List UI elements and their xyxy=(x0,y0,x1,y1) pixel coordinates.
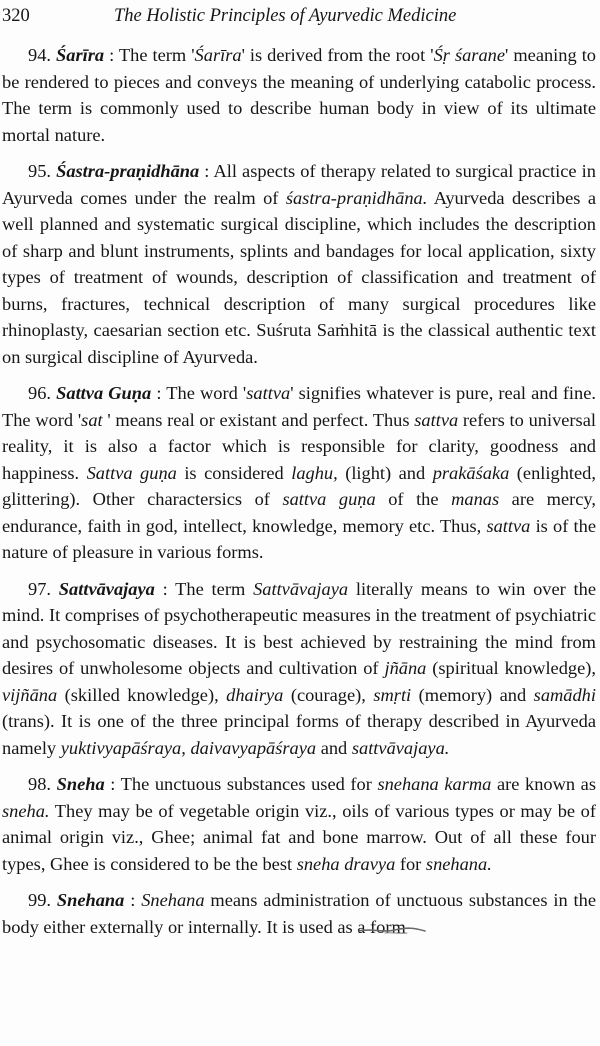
entry-term: Śarīra xyxy=(56,45,105,65)
entry-text: means administration of unctuous substances in the body either externally or internally. It is used as a form xyxy=(2,890,596,937)
glossary-entry-94 xyxy=(2,42,596,148)
entry-text: is considered xyxy=(176,462,292,483)
entry-italic-text: snehana karma xyxy=(377,774,492,794)
entry-text: of the xyxy=(375,489,452,509)
entry-term: Sattva Guṇa xyxy=(56,383,152,403)
entry-text: : The term ' xyxy=(104,45,195,65)
entry-text: : The term xyxy=(154,578,254,599)
entry-text: : All aspects of therapy related to surgical practice in Ayurveda comes under the realm of xyxy=(2,161,596,208)
entry-number: 95. xyxy=(28,161,51,181)
entry-term: Sattvāvajaya xyxy=(58,578,155,599)
entry-text: are known as xyxy=(491,774,596,794)
entry-italic-text: sattva xyxy=(414,409,459,430)
entry-italic-text: Śarīra xyxy=(194,45,242,65)
glossary-entry-99 xyxy=(2,887,596,940)
entry-italic-text: dhairya xyxy=(226,684,284,705)
glossary-entry-96 xyxy=(2,380,596,566)
entry-text: (courage), xyxy=(283,684,374,705)
pen-underline-mark xyxy=(357,922,427,936)
entry-term: Śastra-praṇidhāna xyxy=(56,161,200,181)
entry-italic-text: sneha. xyxy=(2,800,50,821)
entry-number: 97. xyxy=(28,578,51,599)
entry-italic-text: yuktivyapāśraya, daivavyapāśraya xyxy=(60,737,317,758)
entry-number: 96. xyxy=(28,383,51,403)
entry-number: 99. xyxy=(28,890,51,910)
entry-italic-text: Śṛ śarane xyxy=(433,45,506,65)
entry-italic-text: sattva guṇa xyxy=(282,489,376,509)
entry-text: are mercy, endurance, faith in god, intellect, knowledge, memory etc. Thus, xyxy=(2,489,596,536)
entry-text: They may be of vegetable origin viz., oils of various types or may be of animal origin viz., Ghee; animal fat and bone marrow. Out of all these four types, Ghee is considered to be the best xyxy=(2,800,596,874)
entry-text: ' signifies whatever is pure, real and fine. The word ' xyxy=(2,383,597,430)
entry-text: Ayurveda describes a well planned and systematic surgical discipline, which includes the description of sharp and blunt instruments, splints and bandages for local application, sixty types of treatment of wounds, description of classification and treatment of burns, fractures, technical description of many surgical procedures like rhinoplasty, caesarian section etc. Suśruta Saṁhitā is the classical authentic text on surgical discipline of Ayurveda. xyxy=(2,187,596,367)
entry-text: : The word ' xyxy=(151,383,247,403)
entry-italic-text: Snehana xyxy=(141,890,205,910)
entry-text: (enlighted, glittering). Other charactersics of xyxy=(2,462,596,509)
entry-term: Sneha xyxy=(56,774,105,794)
entry-italic-text: laghu, xyxy=(291,462,338,483)
glossary-entry-97 xyxy=(2,576,596,762)
entry-italic-text: manas xyxy=(451,489,500,509)
entry-text: (trans). It is one of the three principal forms of therapy described in Ayurveda namely xyxy=(2,711,596,758)
entry-number: 94. xyxy=(28,45,51,65)
entry-italic-text: sattva xyxy=(486,515,531,536)
entry-text: ' means real or existant and perfect. Thus xyxy=(102,409,415,430)
entry-term: Snehana xyxy=(56,890,125,910)
entry-italic-text: jñāna xyxy=(384,658,427,678)
entry-italic-text: sattvāvajaya. xyxy=(351,737,450,758)
entry-italic-text: sat xyxy=(81,409,103,430)
entry-text: for xyxy=(395,853,426,874)
entry-italic-text: smṛti xyxy=(373,684,412,705)
entry-text: (light) and xyxy=(337,462,433,483)
page-header xyxy=(2,3,596,31)
entry-italic-text: prakāśaka xyxy=(432,462,510,483)
entry-italic-text: sneha dravya xyxy=(296,853,396,874)
entry-text: : The unctuous substances used for xyxy=(104,774,378,794)
entry-text: and xyxy=(316,737,352,758)
entry-text: ' is derived from the root ' xyxy=(241,45,434,65)
entry-italic-text: snehana. xyxy=(425,853,492,874)
entry-italic-text: vijñāna xyxy=(2,684,58,705)
entry-text: : xyxy=(124,890,142,910)
glossary-entry-98 xyxy=(2,771,596,877)
running-title: The Holistic Principles of Ayurvedic Medicine xyxy=(114,6,457,26)
page-number: 320 xyxy=(2,6,30,26)
entry-text: (skilled knowledge), xyxy=(57,684,227,705)
entry-italic-text: śastra-praṇidhāna. xyxy=(285,187,428,208)
entry-text: literally means to win over the mind. It comprises of psychotherapeutic measures in the treatment of psychiatric and psychosomatic diseases. It is best achieved by restraining the mind from desires of unwholesome objects and cultivation of xyxy=(2,578,597,678)
entry-italic-text: Sattva guṇa xyxy=(86,462,177,483)
entry-number: 98. xyxy=(28,774,51,794)
entry-text: is of the nature of pleasure in various forms. xyxy=(2,515,596,562)
entry-italic-text: Sattvāvajaya xyxy=(253,578,349,599)
entry-italic-text: sattva xyxy=(246,383,291,403)
entry-text: refers to universal reality, it is also a factor which is responsible for clarity, goodness and happiness. xyxy=(2,409,596,483)
entry-text: ' meaning to be rendered to pieces and conveys the meaning of underlying catabolic process. The term is commonly used to describe human body in view of its ultimate mortal nature. xyxy=(2,45,597,145)
glossary-entry-95 xyxy=(2,158,596,370)
entry-text: (spiritual knowledge), xyxy=(426,658,596,678)
glossary-body xyxy=(2,42,596,950)
entry-italic-text: samādhi xyxy=(533,684,596,705)
entry-text: (memory) and xyxy=(411,684,534,705)
